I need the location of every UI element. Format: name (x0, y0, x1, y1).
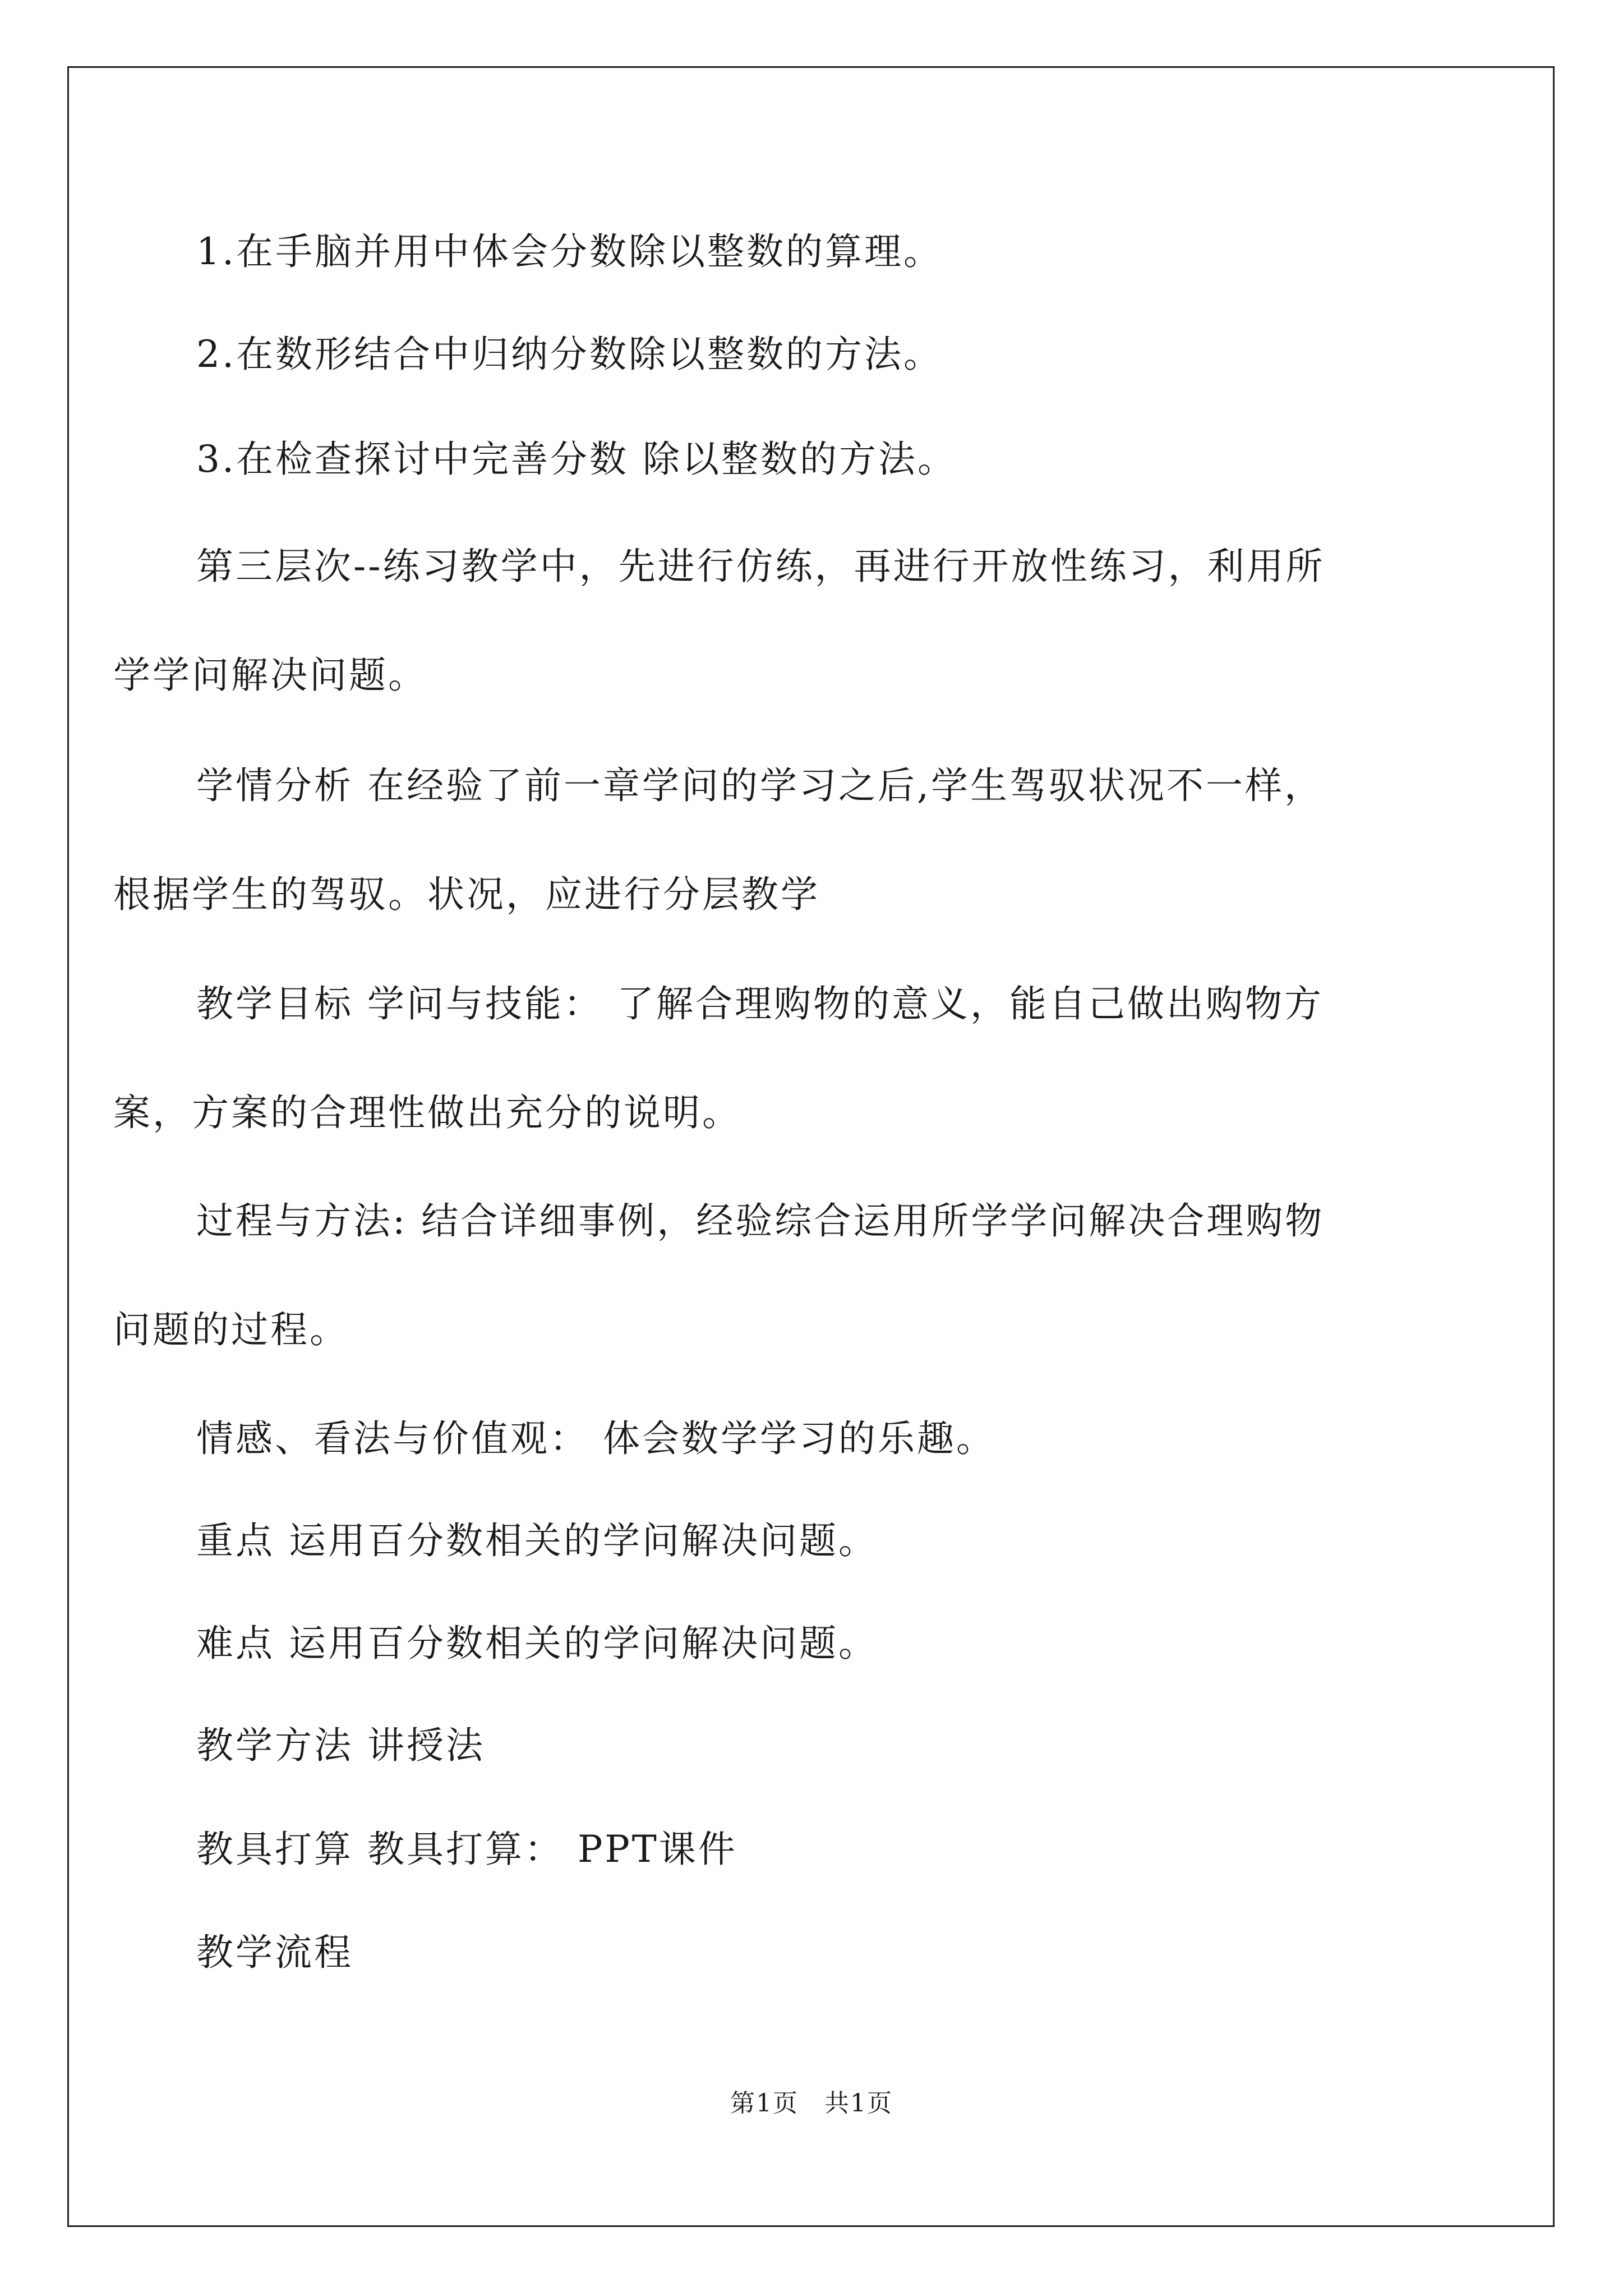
paragraph-5: 学情分析 在经验了前一章学问的学习之后,学生驾驭状况不一样，根据学生的驾驭。状况，应进行分层教学 (113, 764, 1324, 916)
paragraph-1: 1.在手脑并用中体会分数除以整数的算理。 (196, 230, 943, 273)
paragraph-10: 难点 运用百分数相关的学问解决问题。 (196, 1622, 878, 1665)
page-footer: 第1页 共1页 (730, 2089, 893, 2118)
paragraph-7: 过程与方法: 结合详细事例，经验综合运用所学学问解决合理购物问题的过程。 (113, 1199, 1325, 1351)
paragraph-12: 教具打算 教具打算： PPT课件 (196, 1828, 737, 1871)
paragraph-6: 教学目标 学问与技能： 了解合理购物的意义，能自己做出购物方案，方案的合理性做出充分的说明。 (113, 982, 1324, 1134)
paragraph-2: 2.在数形结合中归纳分数除以整数的方法。 (196, 333, 943, 376)
paragraph-11: 教学方法 讲授法 (196, 1724, 485, 1767)
paragraph-8: 情感、看法与价值观： 体会数学学习的乐趣。 (196, 1417, 995, 1460)
paragraph-4: 第三层次--练习教学中，先进行仿练，再进行开放性练习，利用所学学问解决问题。 (113, 545, 1325, 697)
paragraph-13: 教学流程 (196, 1931, 353, 1974)
paragraph-3: 3.在检查探讨中完善分数 除以整数的方法。 (196, 438, 957, 481)
paragraph-9: 重点 运用百分数相关的学问解决问题。 (196, 1519, 878, 1562)
